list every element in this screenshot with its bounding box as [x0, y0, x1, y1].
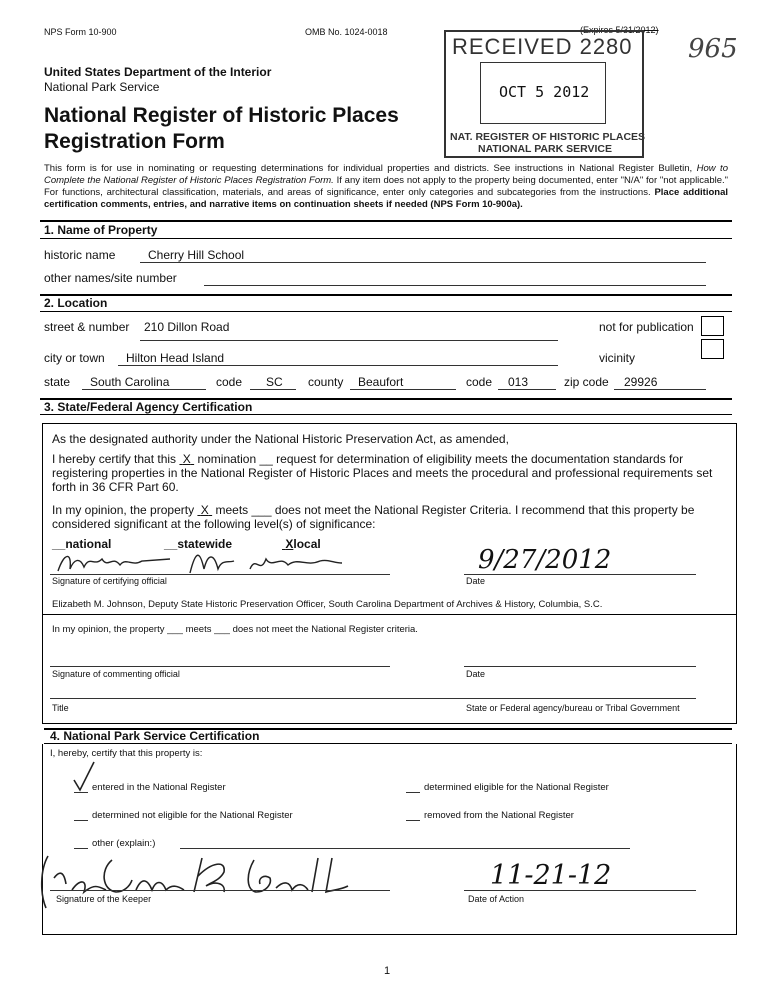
option-other[interactable]: other (explain:)	[92, 838, 156, 849]
comment-date-label: Date	[466, 669, 486, 679]
opinion-text-a: In my opinion, the property	[52, 503, 195, 517]
field-underline	[140, 262, 706, 263]
date-line	[464, 666, 696, 667]
intro-bold: Place additional certification comments, entries, and narrative items on continuation sheets if needed (NPS Form 10-900a).	[44, 187, 728, 210]
keeper-signature-label: Signature of the Keeper	[56, 894, 152, 904]
page-title-line1: National Register of Historic Places	[44, 104, 399, 127]
not-for-publication-label: not for publication	[599, 320, 694, 334]
option-not-eligible[interactable]: determined not eligible for the National Register	[92, 810, 293, 821]
level-national[interactable]: __national	[52, 537, 112, 551]
certify-text-b: nomination __ request for determination of eligibility meets the documentation standards for registering properties in the National Register of Historic Places and meets the procedural and professional requirements set forth in 36 CFR Part 60.	[52, 452, 713, 494]
nomination-mark[interactable]: X	[182, 452, 191, 466]
official-name: Elizabeth M. Johnson, Deputy State Historic Preservation Officer, South Carolina Department of Archives & History, Columbia, S.C.	[52, 599, 603, 610]
option-blank[interactable]	[74, 848, 88, 849]
form-number: NPS Form 10-900	[44, 27, 117, 37]
authority-text: As the designated authority under the National Historic Preservation Act, as amended,	[52, 432, 509, 446]
opinion2-text: In my opinion, the property ___ meets ___ does not meet the National Register criteria.	[52, 624, 418, 635]
field-underline	[614, 389, 706, 390]
explain-line	[180, 848, 630, 849]
option-determined-eligible[interactable]: determined eligible for the National Register	[424, 782, 609, 793]
department: United States Department of the Interior	[44, 65, 272, 79]
state-value[interactable]: South Carolina	[90, 375, 170, 389]
action-date: 11-21-12	[490, 860, 612, 891]
other-names-label: other names/site number	[44, 271, 177, 285]
vicinity-label: vicinity	[599, 351, 636, 365]
expires-date: (Expires 5/31/2012)	[580, 25, 659, 35]
action-date-label: Date of Action	[468, 894, 525, 904]
keeper-signature-line	[50, 890, 390, 891]
state-code-value[interactable]: SC	[266, 375, 283, 389]
comment-signature-label: Signature of commenting official	[52, 669, 180, 679]
government-label: State or Federal agency/bureau or Tribal Government	[466, 703, 680, 713]
intro-rest: If any item does not apply to the property being documented, enter "N/A" for "not applicable." For functions, architectural classification, materials, and areas of significance, enter only categories and subcategories from the instructions.	[44, 175, 729, 198]
action-date-line	[464, 890, 696, 891]
field-underline	[250, 389, 296, 390]
section-1-title: 1. Name of Property	[44, 223, 158, 237]
opinion-text-b: meets ___ does not meet the National Register Criteria. I recommend that this property be considered significant at the following level(s) of significance:	[52, 503, 695, 531]
title-label: Title	[52, 703, 69, 713]
option-blank[interactable]	[406, 792, 420, 793]
zip-value[interactable]: 29926	[624, 375, 658, 389]
field-underline	[118, 365, 558, 366]
page-title-line2: Registration Form	[44, 130, 225, 153]
stamp-date: OCT 5 2012	[499, 83, 590, 101]
signature-line	[50, 666, 390, 667]
meets-mark[interactable]: X	[200, 503, 209, 517]
section-3-title: 3. State/Federal Agency Certification	[44, 400, 253, 414]
city-value[interactable]: Hilton Head Island	[126, 351, 225, 365]
option-blank[interactable]	[74, 820, 88, 821]
certify-text-a: I hereby certify that this	[52, 452, 177, 466]
date-label: Date	[466, 576, 486, 586]
street-label: street & number	[44, 320, 130, 334]
level-local-mark: X	[285, 537, 294, 551]
city-label: city or town	[44, 351, 105, 365]
divider	[40, 414, 732, 415]
stamp-line1: NAT. REGISTER OF HISTORIC PLACES	[450, 131, 646, 143]
title-line	[50, 698, 696, 699]
option-entered[interactable]: entered in the National Register	[92, 782, 226, 793]
intro-italic: How to Complete the National Register of Historic Places Registration Form.	[44, 163, 728, 186]
option-removed[interactable]: removed from the National Register	[424, 810, 574, 821]
option-blank[interactable]	[74, 792, 88, 793]
certify-paragraph	[52, 452, 728, 494]
date-line	[464, 574, 696, 575]
divider	[40, 311, 732, 312]
street-value[interactable]: 210 Dillon Road	[144, 320, 230, 334]
level-statewide[interactable]: __statewide	[164, 537, 233, 551]
state-code-label: code	[216, 375, 243, 389]
intro-paragraph	[44, 163, 728, 211]
field-underline	[498, 389, 556, 390]
service: National Park Service	[44, 80, 160, 94]
field-underline	[350, 389, 456, 390]
nps-intro: I, hereby, certify that this property is:	[50, 748, 203, 759]
field-underline	[204, 285, 706, 286]
zip-label: zip code	[564, 375, 609, 389]
divider	[40, 294, 732, 296]
level-local-text: local	[293, 537, 321, 551]
certifying-date: 9/27/2012	[478, 545, 612, 575]
signature-line	[50, 574, 390, 575]
page-number: 1	[384, 965, 391, 977]
field-underline	[140, 340, 558, 341]
historic-name-value[interactable]: Cherry Hill School	[148, 248, 245, 262]
vicinity-checkbox[interactable]	[701, 339, 724, 359]
county-code-label: code	[466, 375, 493, 389]
county-code-value[interactable]: 013	[508, 375, 529, 389]
county-label: county	[308, 375, 344, 389]
section-4-title: 4. National Park Service Certification	[50, 729, 260, 743]
received-stamp	[444, 30, 644, 158]
section-2-title: 2. Location	[44, 296, 108, 310]
handwritten-number: 965	[688, 34, 738, 64]
not-for-publication-checkbox[interactable]	[701, 316, 724, 336]
state-label: state	[44, 375, 71, 389]
county-value[interactable]: Beaufort	[358, 375, 404, 389]
divider	[40, 220, 732, 222]
option-blank[interactable]	[406, 820, 420, 821]
signature-label: Signature of certifying official	[52, 576, 167, 586]
stamp-line2: NATIONAL PARK SERVICE	[478, 143, 612, 155]
historic-name-label: historic name	[44, 248, 116, 262]
opinion-paragraph	[52, 503, 728, 531]
intro-text: This form is for use in nominating or requesting determinations for individual properties and districts. See instructions in National Register Bulletin,	[44, 163, 693, 174]
stamp-date-box	[480, 62, 606, 124]
keeper-signature	[36, 850, 366, 914]
omb-number: OMB No. 1024-0018	[305, 27, 388, 37]
field-underline	[82, 389, 206, 390]
divider	[40, 238, 732, 239]
stamp-received: RECEIVED 2280	[452, 34, 633, 59]
